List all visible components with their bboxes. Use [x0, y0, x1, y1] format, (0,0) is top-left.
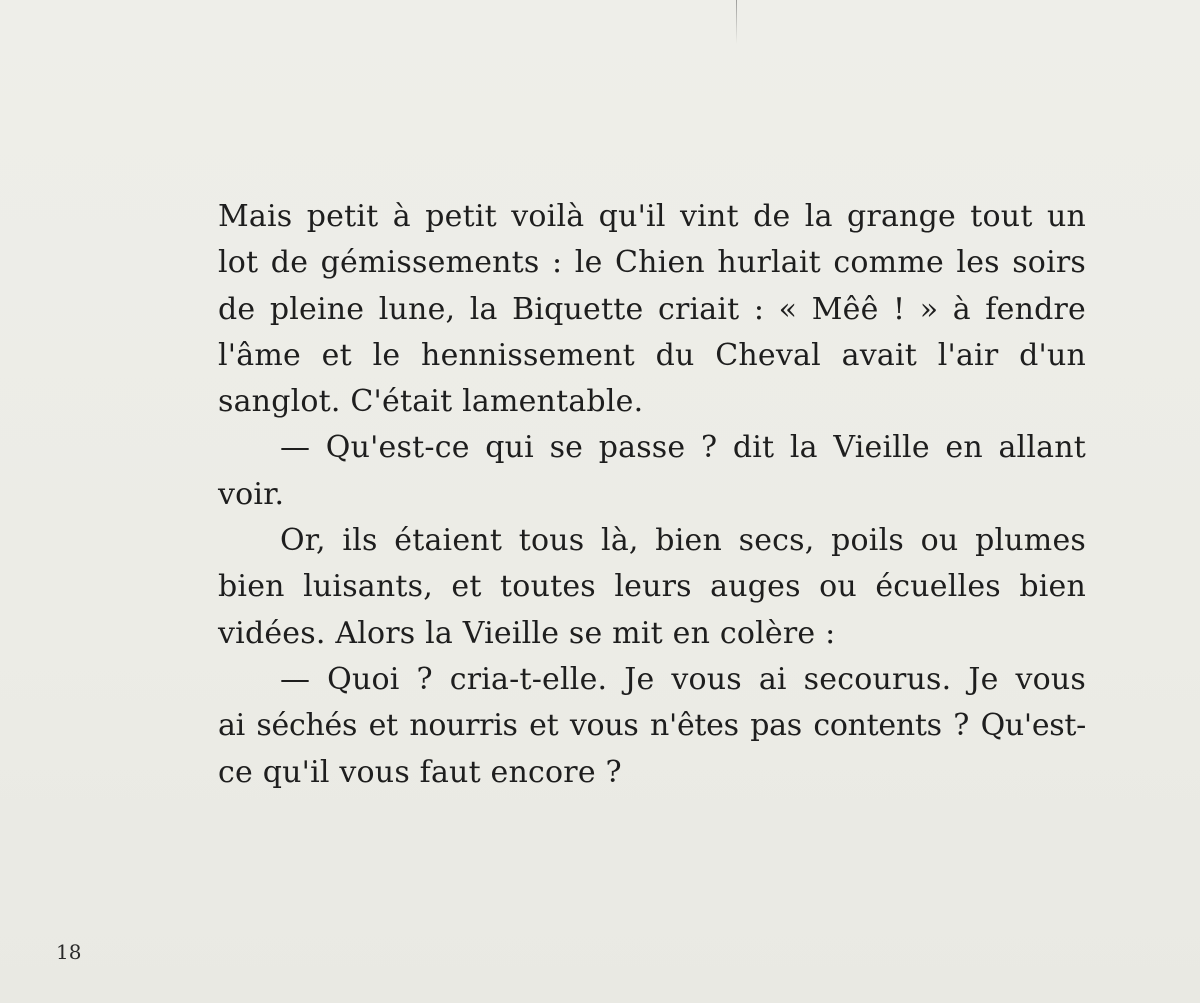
text-line: — Qu'est-ce qui se passe ? dit la Vieille en allant [280, 430, 1086, 466]
text-line: — Quoi ? cria-t-elle. Je vous ai secourus. Je vous [280, 661, 1086, 697]
text-line: ce qu'il vous faut encore ? [218, 754, 622, 790]
text-line: Mais petit à petit voilà qu'il vint de la grange tout un [218, 199, 1086, 234]
text-line: bien luisants, et toutes leurs auges ou écuelles bien [218, 569, 1086, 605]
text-line: sanglot. C'était lamentable. [218, 384, 644, 420]
text-line: de pleine lune, la Biquette criait : « Mêê ! » à fendre [218, 291, 1086, 327]
text-line: lot de gémissements : le Chien hurlait comme les soirs [218, 245, 1086, 281]
text-line: vidées. Alors la Vieille se mit en colère : [218, 615, 836, 651]
text-line: l'âme et le hennissement du Cheval avait l'air d'un [218, 337, 1086, 373]
text-line: Or, ils étaient tous là, bien secs, poils ou plumes [280, 523, 1086, 559]
page-number: 18 [56, 940, 82, 964]
text-line: ai séchés et nourris et vous n'êtes pas contents ? Qu'est- [218, 708, 1086, 744]
story-text [218, 194, 1086, 796]
text-line: voir. [218, 476, 285, 512]
page-crease [736, 0, 737, 44]
